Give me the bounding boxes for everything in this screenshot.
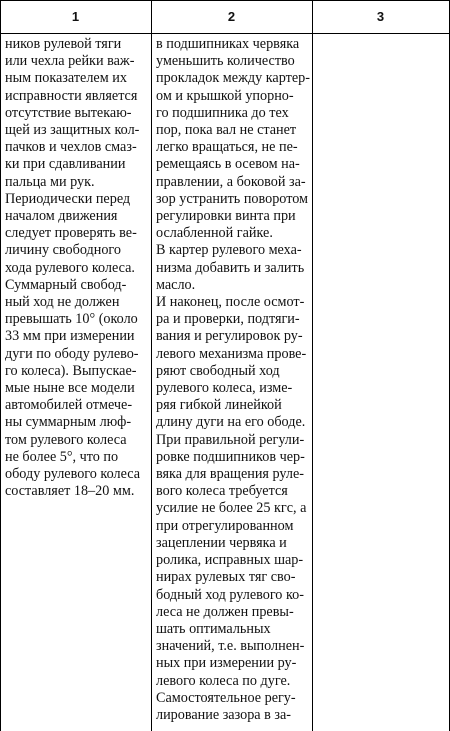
col2-line: ремещаясь в осевом на- <box>156 156 300 173</box>
col1-line: ки при сдавливании <box>5 156 126 173</box>
col2-line: ра и проверки, подтяги- <box>156 311 300 328</box>
col2-line: при отрегулированном <box>156 517 294 534</box>
col1-line: или чехла рейки важ- <box>5 53 135 70</box>
col2-line: ом и крышкой упорно- <box>156 87 294 104</box>
col2-line: низма добавить и залить <box>156 259 305 276</box>
col2-line: усилие не более 25 кгс, а <box>156 500 307 517</box>
column-divider-2 <box>312 0 313 731</box>
col2-line: ных при измерении ру- <box>156 655 297 672</box>
col2-line: зацеплении червяка и <box>156 534 287 551</box>
col2-line: правлении, а боковой за- <box>156 173 306 190</box>
col1-line: го колеса). Выпускае- <box>5 362 137 379</box>
header-cell-2: 2 <box>227 9 236 24</box>
col1-line: ным показателем их <box>5 70 127 87</box>
header-divider <box>0 33 450 34</box>
col1-line: составляет 18–20 мм. <box>5 483 135 500</box>
col2-line: ровке подшипников чер- <box>156 448 305 465</box>
col2-line: ряют свободный ход <box>156 362 280 379</box>
col1-line: ободу рулевого колеса <box>5 466 140 483</box>
col2-line: масло. <box>156 276 196 293</box>
col2-line: ролика, исправных шар- <box>156 552 304 569</box>
header-cell-3: 3 <box>376 9 385 24</box>
col2-line: нирах рулевых тяг сво- <box>156 569 296 586</box>
col1-line: отсутствие вытекаю- <box>5 104 132 121</box>
col1-line: следует проверять ве- <box>5 225 137 242</box>
col1-line: пачков и чехлов смаз- <box>5 139 137 156</box>
col1-line: ников рулевой тяги <box>5 36 122 52</box>
col2-line: легко вращаться, не пе- <box>156 139 298 156</box>
col1-line: ный ход не должен <box>5 294 120 311</box>
col1-line: мые ныне все модели <box>5 380 135 397</box>
col1-line: личину свободного <box>5 242 121 259</box>
col1-line: щей из защитных кол- <box>5 122 140 139</box>
col2-line: пор, пока вал не станет <box>156 122 297 139</box>
table-left-border <box>0 0 1 731</box>
col1-line: превышать 10° (около <box>5 311 138 328</box>
col1-line: том рулевого колеса <box>5 431 127 448</box>
col2-line: уменьшить количество <box>156 53 295 70</box>
col1-line: автомобилей отмече- <box>5 397 133 414</box>
col1-line: не более 5°, что по <box>5 448 119 465</box>
col2-line: ослабленной гайке. <box>156 225 273 242</box>
col2-line: Самостоятельное регу- <box>156 689 296 706</box>
column-2-text <box>156 36 308 724</box>
col1-line: ны суммарным люф- <box>5 414 132 431</box>
col2-line: левого колеса по дуге. <box>156 672 291 689</box>
col2-line: левого механизма прове- <box>156 345 307 362</box>
column-1-text <box>5 36 147 500</box>
col2-line: шать оптимальных <box>156 620 271 637</box>
col2-line: зор устранить поворотом <box>156 190 309 207</box>
col2-line: ряя гибкой линейкой <box>156 397 282 414</box>
col1-line: пальца ми рук. <box>5 173 95 190</box>
col2-line: рулевого колеса, изме- <box>156 380 293 397</box>
col2-line: В картер рулевого меха- <box>156 242 302 259</box>
col1-line: Периодически перед <box>5 190 131 207</box>
col1-line: Суммарный свобод- <box>5 276 127 293</box>
col2-line: го подшипника до тех <box>156 104 289 121</box>
col2-line: бодный ход рулевого ко- <box>156 586 304 603</box>
col2-line: регулировки винта при <box>156 208 296 225</box>
col1-line: дуги по ободу рулево- <box>5 345 139 362</box>
col1-line: исправности является <box>5 87 138 104</box>
col1-line: хода рулевого колеса. <box>5 259 135 276</box>
col2-line: вания и регулировок ру- <box>156 328 303 345</box>
col2-line: При правильной регули- <box>156 431 305 448</box>
header-cell-1: 1 <box>71 9 80 24</box>
col2-line: значений, т.е. выполнен- <box>156 638 305 655</box>
col1-line: началом движения <box>5 208 118 225</box>
col1-line: 33 мм при измерении <box>5 328 135 345</box>
col2-line: в подшипниках червяка <box>156 36 300 52</box>
col2-line: И наконец, после осмот- <box>156 294 305 311</box>
col2-line: вяка для вращения руле- <box>156 466 304 483</box>
col2-line: длину дуги на его ободе. <box>156 414 306 431</box>
col2-line: прокладок между картер- <box>156 70 310 87</box>
col2-line: лирование зазора в за- <box>156 706 292 723</box>
column-divider-1 <box>151 0 152 731</box>
col2-line: вого колеса требуется <box>156 483 288 500</box>
col2-line: леса не должен превы- <box>156 603 294 620</box>
